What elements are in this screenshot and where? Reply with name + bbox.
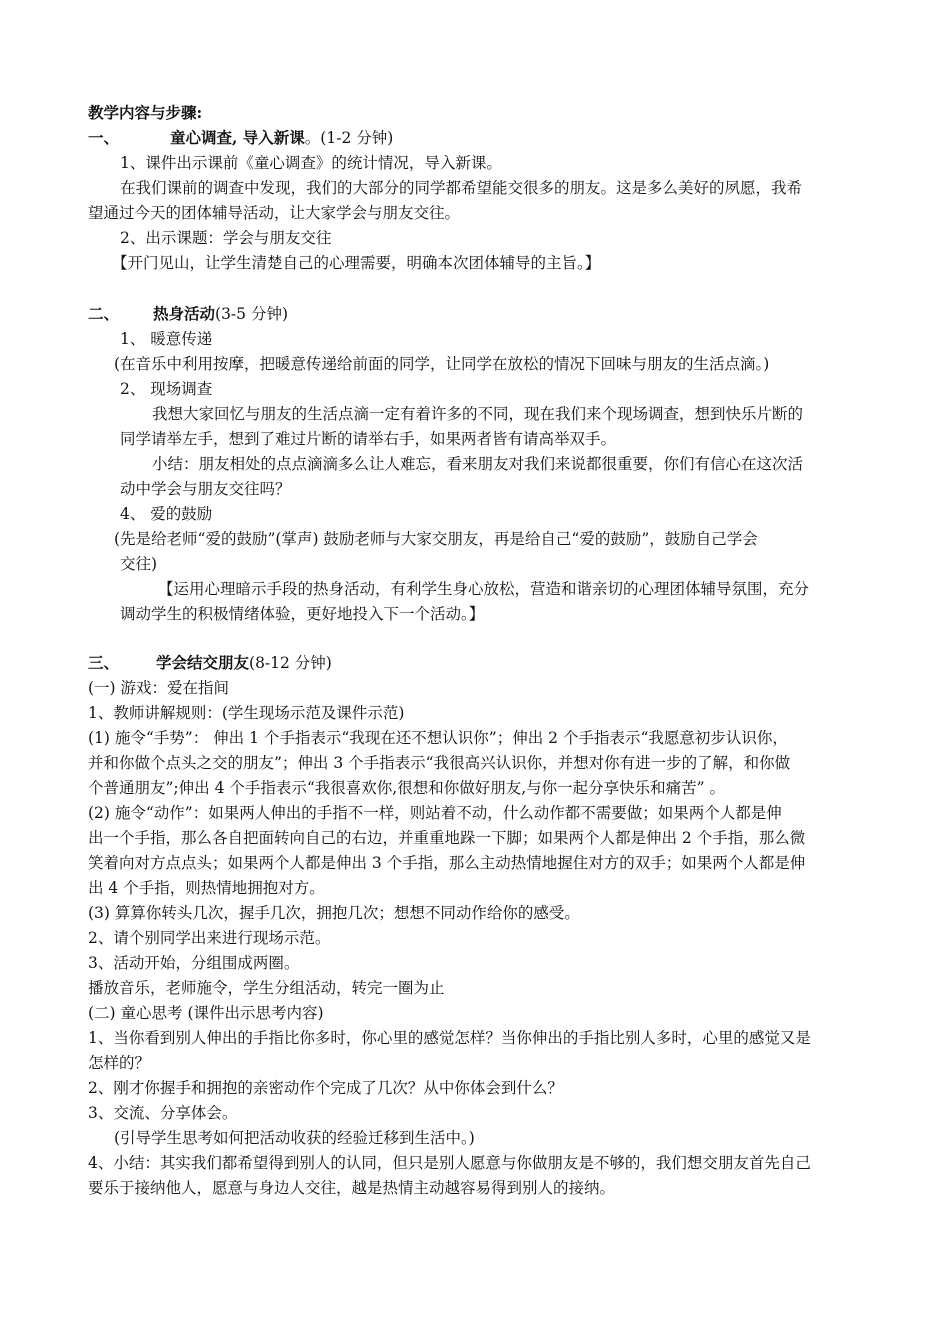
s3-line: 出 4 个手指，则热情地拥抱对方。	[88, 879, 325, 897]
s3-line: (1) 施令“手势”： 伸出 1 个手指表示“我现在还不想认识你”；伸出 2 个手指表示“我愿意初步认识你，	[88, 729, 788, 747]
s3-line: 笑着向对方点点头；如果两个人都是伸出 3 个手指，那么主动热情地握住对方的双手；如果两个人都是伸	[88, 854, 806, 872]
s3-line: (2) 施令“动作”：如果两人伸出的手指不一样，则站着不动，什么动作都不需要做；如果两个人都是伸	[88, 804, 782, 822]
s1-note: 【开门见山，让学生清楚自己的心理需要，明确本次团体辅导的主旨。】	[112, 254, 601, 272]
s1-line: 1、课件出示课前《童心调查》的统计情况，导入新课。	[120, 154, 502, 172]
s3-line: 1、教师讲解规则：(学生现场示范及课件示范)	[88, 704, 405, 722]
s1-line: 在我们课前的调查中发现，我们的大部分的同学都希望能交很多的朋友。这是多么美好的夙愿，我希	[120, 179, 803, 197]
section-1-time: 。(1-2 分钟)	[304, 129, 394, 147]
section-2-title: 热身活动	[153, 304, 216, 323]
section-2-header	[88, 302, 288, 326]
s2-line: 1、 暖意传递	[120, 330, 213, 348]
s2-line: 动中学会与朋友交往吗？	[120, 480, 291, 498]
s2-line: 同学请举左手，想到了难过片断的请举右手，如果两者皆有请高举双手。	[120, 430, 617, 448]
s3-line: 播放音乐，老师施令，学生分组活动，转完一圈为止	[88, 979, 445, 997]
s2-note: 【运用心理暗示手段的热身活动，有利学生身心放松，营造和谐亲切的心理团体辅导氛围，充分	[158, 580, 810, 598]
s3-line: (一) 游戏：爱在指间	[88, 679, 230, 697]
s3-line: 2、请个别同学出来进行现场示范。	[88, 929, 331, 947]
s1-line: 望通过今天的团体辅导活动，让大家学会与朋友交往。	[88, 204, 461, 222]
section-1-number: 一、	[88, 128, 120, 147]
s2-note: 调动学生的积极情绪体验，更好地投入下一个活动。】	[120, 605, 485, 623]
doc-heading: 教学内容与步骤:	[88, 103, 203, 122]
s3-line: 4、小结：其实我们都希望得到别人的认同，但只是别人愿意与你做朋友是不够的，我们想交朋友首先自己	[88, 1154, 811, 1172]
s3-line: 2、刚才你握手和拥抱的亲密动作个完成了几次？从中你体会到什么？	[88, 1079, 563, 1097]
s3-line: (二) 童心思考 (课件出示思考内容)	[88, 1004, 324, 1022]
s3-line: 个普通朋友”;伸出 4 个手指表示“我很喜欢你,很想和你做好朋友,与你一起分享快乐和痛苦” 。	[88, 779, 725, 797]
section-2-time: (3-5 分钟)	[215, 305, 288, 323]
section-3-header	[88, 651, 332, 675]
s3-line: 并和你做个点头之交的朋友”；伸出 3 个手指表示“我很高兴认识你，并想对你有进一步的了解，和你做	[88, 754, 791, 772]
s3-line: 1、当你看到别人伸出的手指比你多时，你心里的感觉怎样？当你伸出的手指比别人多时，心里的感觉又是	[88, 1029, 811, 1047]
section-1-header	[88, 126, 393, 150]
s1-line: 2、出示课题：学会与朋友交往	[120, 229, 332, 247]
s3-line: (3) 算算你转头几次，握手几次，拥抱几次；想想不同动作给你的感受。	[88, 904, 580, 922]
s3-line: 3、活动开始，分组围成两圈。	[88, 954, 300, 972]
s2-line: 4、 爱的鼓励	[120, 505, 213, 523]
section-3-title: 学会结交朋友	[156, 653, 250, 672]
s3-line: 怎样的？	[88, 1054, 151, 1072]
s2-line: 小结：朋友相处的点点滴滴多么让人难忘，看来朋友对我们来说都很重要，你们有信心在这次活	[152, 455, 804, 473]
s3-line: 要乐于接纳他人，愿意与身边人交往，越是热情主动越容易得到别人的接纳。	[88, 1179, 616, 1197]
section-3-time: (8-12 分钟)	[249, 654, 332, 672]
section-1-title: 童心调查, 导入新课	[170, 128, 305, 147]
s2-line: (先是给老师“爱的鼓励”(掌声) 鼓励老师与大家交朋友，再是给自己“爱的鼓励”，鼓励自己学会	[114, 530, 758, 548]
s2-line: 交往)	[120, 555, 158, 573]
s2-line: 我想大家回忆与朋友的生活点滴一定有着许多的不同，现在我们来个现场调查，想到快乐片断的	[152, 405, 804, 423]
s3-line: 出一个手指，那么各自把面转向自己的右边，并重重地跺一下脚；如果两个人都是伸出 2 个手指，那么微	[88, 829, 806, 847]
s3-line: 3、交流、分享体会。	[88, 1104, 238, 1122]
section-3-number: 三、	[88, 653, 120, 672]
s3-line: (引导学生思考如何把活动收获的经验迁移到生活中。)	[114, 1129, 475, 1147]
section-2-number: 二、	[88, 304, 120, 323]
s2-line: 2、 现场调查	[120, 380, 213, 398]
s2-line: (在音乐中利用按摩，把暖意传递给前面的同学，让同学在放松的情况下回味与朋友的生活点滴。)	[114, 355, 770, 373]
